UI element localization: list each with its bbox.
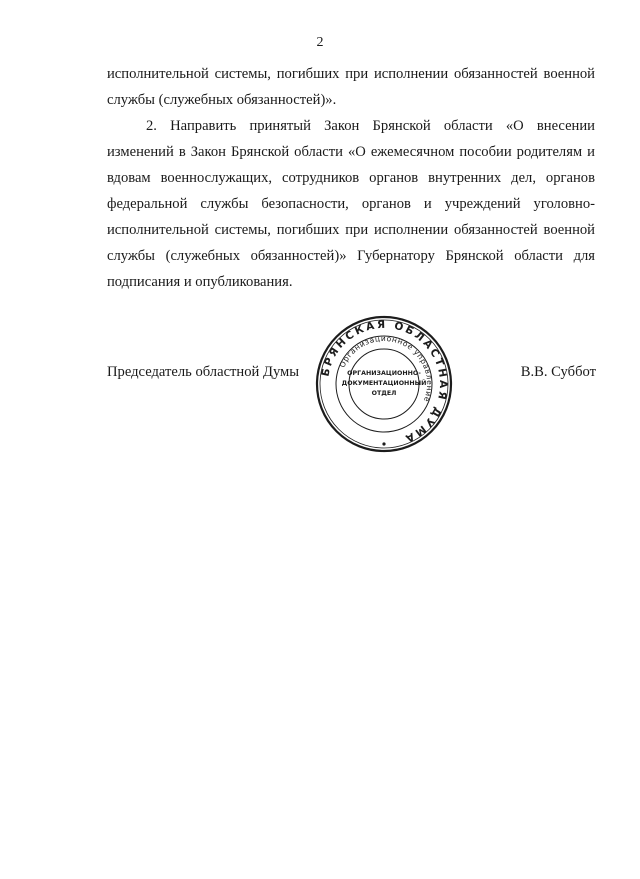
seal-graphic (314, 314, 454, 454)
page-number: 2 (316, 35, 324, 50)
seal-center-line-2: ДОКУМЕНТАЦИОННЫЙ (341, 380, 427, 387)
seal-outer-text: БРЯНСКАЯ ОБЛАСТНАЯ ДУМА (319, 318, 450, 446)
official-seal (314, 314, 454, 454)
seal-center-line-1: ОРГАНИЗАЦИОННО- (347, 370, 421, 377)
seal-inner-text: Организационное управление (337, 333, 435, 404)
seal-dot-bottom (382, 442, 385, 445)
paragraph-continuation: исполнительной системы, погибших при исполнении обязанностей военной службы (служебных обязанностей)». (107, 66, 595, 108)
seal-center-line-3: ОТДЕЛ (371, 390, 397, 397)
paragraph-item-2: 2. Направить принятый Закон Брянской области «О внесении изменений в Закон Брянской области «О ежемесячном пособии родителям и вдовам военнослужащих, сотрудников органов внутренних дел, органов федеральной службы безопасности, органов и учреждений уголовно-исполнительной системы, погибших при исполнении обязанностей военной службы (служебных обязанностей)» Губернатору Брянской области для подписания и опубликования. (107, 118, 595, 290)
signatory-title: Председатель областной Думы (107, 364, 300, 380)
signatory-name: В.В. Суббот (520, 364, 596, 380)
